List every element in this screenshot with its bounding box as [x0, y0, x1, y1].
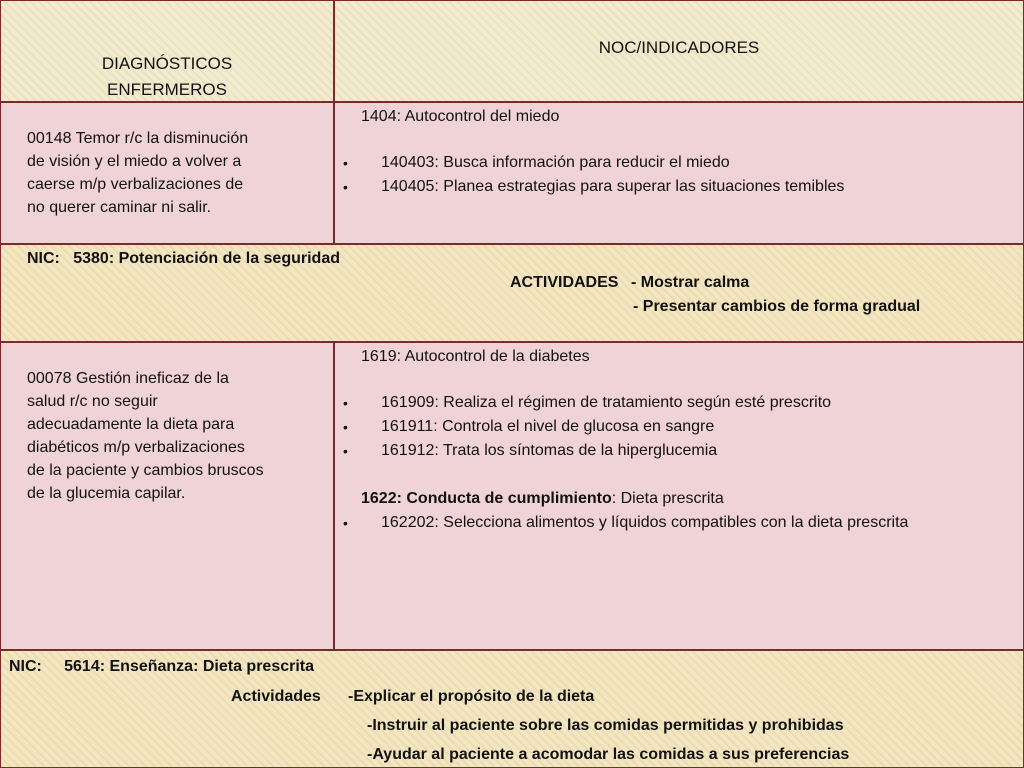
row1-diagnosis-cell: [0, 102, 334, 244]
nic1-label: NIC:: [27, 250, 60, 267]
nic2-label: NIC:: [9, 658, 42, 675]
row1-indicator: • 140403: Busca información para reducir el miedo: [335, 151, 844, 175]
row1-indicator: • 140405: Planea estrategias para superar las situaciones temibles: [335, 175, 844, 199]
row2-indicator: • 161912: Trata los síntomas de la hiperglucemia: [335, 439, 831, 463]
row2-noc1-title: 1619: Autocontrol de la diabetes: [361, 348, 590, 365]
row2-noc2-title: 1622: Conducta de cumplimiento: [361, 490, 612, 507]
nic1-title: 5380: Potenciación de la seguridad: [73, 250, 340, 267]
header-noc-title: NOC/INDICADORES: [598, 38, 760, 57]
nic1-activities-label: ACTIVIDADES: [510, 274, 619, 291]
nic2-activity: -Instruir al paciente sobre las comidas permitidas y prohibidas: [367, 717, 844, 734]
row2-diagnosis-line: diabéticos m/p verbalizaciones: [27, 439, 245, 456]
row1-noc-cell: [334, 102, 1024, 244]
row1-diagnosis-line: de visión y el miedo a volver a: [27, 153, 242, 170]
row1-diagnosis-line: no querer caminar ni salir.: [27, 199, 212, 216]
row2-noc1-indicator-list: [335, 391, 831, 463]
header-diagnosis-line2: ENFERMEROS: [107, 80, 227, 99]
nic2-activity: -Explicar el propósito de la dieta: [348, 688, 595, 705]
row2-diagnosis-line: salud r/c no seguir: [27, 393, 158, 410]
nic2-cell: [0, 650, 1024, 768]
row2-noc2-indicator-list: [335, 511, 908, 535]
row2-indicator: • 161909: Realiza el régimen de tratamiento según esté prescrito: [335, 391, 831, 415]
nic2-activities-label: Actividades: [231, 688, 321, 705]
row2-diagnosis-line: 00078 Gestión ineficaz de la: [27, 370, 229, 387]
header-noc-cell: [334, 0, 1024, 102]
row2-diagnosis-cell: [0, 342, 334, 650]
nic1-activity: - Mostrar calma: [631, 274, 750, 291]
nic2-title: 5614: Enseñanza: Dieta prescrita: [64, 658, 315, 675]
row1-noc-title: 1404: Autocontrol del miedo: [361, 108, 560, 125]
row2-diagnosis-line: de la paciente y cambios bruscos: [27, 462, 264, 479]
row1-diagnosis-line: caerse m/p verbalizaciones de: [27, 176, 244, 193]
row1-diagnosis-line: 00148 Temor r/c la disminución: [27, 130, 249, 147]
nic2-activity: -Ayudar al paciente a acomodar las comidas a sus preferencias: [367, 746, 850, 763]
header-diagnosis-cell: [0, 0, 334, 102]
row2-indicator: • 161911: Controla el nivel de glucosa en sangre: [335, 415, 831, 439]
nic1-activity: - Presentar cambios de forma gradual: [633, 298, 921, 315]
row2-indicator: • 162202: Selecciona alimentos y líquidos compatibles con la dieta prescrita: [335, 511, 908, 535]
header-diagnosis-line1: DIAGNÓSTICOS: [101, 54, 233, 73]
row2-noc-cell: [334, 342, 1024, 650]
row2-noc2-subtitle: : Dieta prescrita: [611, 490, 724, 507]
row2-diagnosis-line: de la glucemia capilar.: [27, 485, 186, 502]
row2-diagnosis-line: adecuadamente la dieta para: [27, 416, 235, 433]
row1-indicator-list: [335, 151, 844, 199]
nic1-cell: [0, 244, 1024, 342]
